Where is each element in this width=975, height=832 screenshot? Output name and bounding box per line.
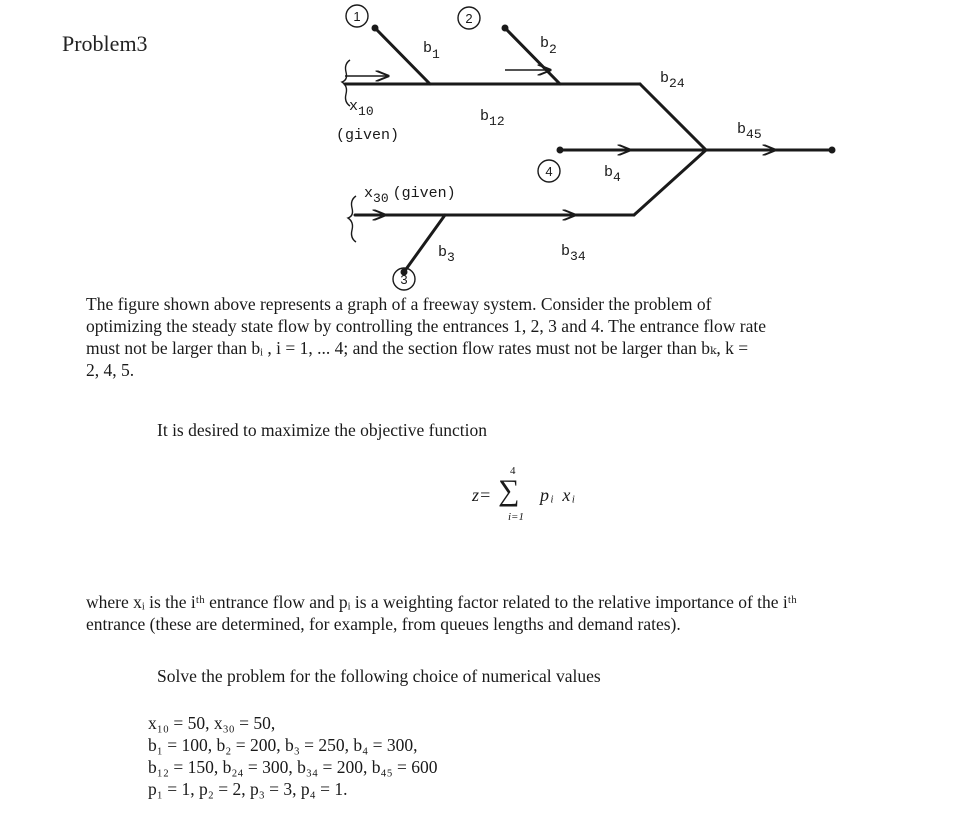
node-2-label: 2 — [465, 11, 473, 26]
b34-label: b34 — [561, 243, 586, 264]
b1-label: b1 — [423, 40, 440, 62]
b2-label: b2 — [540, 35, 557, 57]
x10-given: (given) — [336, 127, 400, 144]
variable-definitions: where xᵢ is the iᵗʰ entrance flow and pᵢ is a weighting factor related to the relative importance of the iᵗʰ entrance (these are determined, for example, from queues lengths and demand rates). — [86, 592, 797, 634]
objective-intro: It is desired to maximize the objective function — [157, 420, 487, 440]
section-34-merge-line — [634, 150, 706, 215]
problem-description: The figure shown above represents a graph of a freeway system. Consider the problem of optimizing the steady state flow by controlling the entrances 1, 2, 3 and 4. The entrance flow rate must not be larger than bᵢ , i = 1, ... 4; and the section flow rates must not be larger than bₖ, k = 2, 4, 5. — [86, 294, 767, 380]
node-1-label: 1 — [353, 9, 361, 24]
solve-instruction: Solve the problem for the following choice of numerical values — [157, 666, 601, 686]
b45-label: b45 — [737, 121, 762, 142]
numerical-values: x₁₀ = 50, x₃₀ = 50, b₁ = 100, b₂ = 200, b₃ = 250, b₄ = 300, b₁₂ = 150, b₂₄ = 300, b₃₄ = 200, b₄₅ = 600 p₁ = 1, p₂ = 2, p₃ = 3, p₄ = 1. — [148, 713, 438, 799]
section-24-line — [640, 84, 706, 150]
freeway-graph — [0, 0, 975, 300]
node-3-label: 3 — [400, 272, 408, 287]
x30-label: x30 (given) — [364, 185, 456, 206]
b24-label: b24 — [660, 70, 685, 91]
objective-formula: z= 4 ∑ i=1 pᵢ xᵢ — [472, 465, 578, 523]
node-4-label: 4 — [545, 164, 553, 179]
b3-label: b3 — [438, 244, 455, 265]
x10-label: x10 — [349, 98, 374, 119]
b12-label: b12 — [480, 108, 505, 129]
b4-label: b4 — [604, 164, 621, 185]
page-title: Problem3 — [62, 31, 148, 56]
